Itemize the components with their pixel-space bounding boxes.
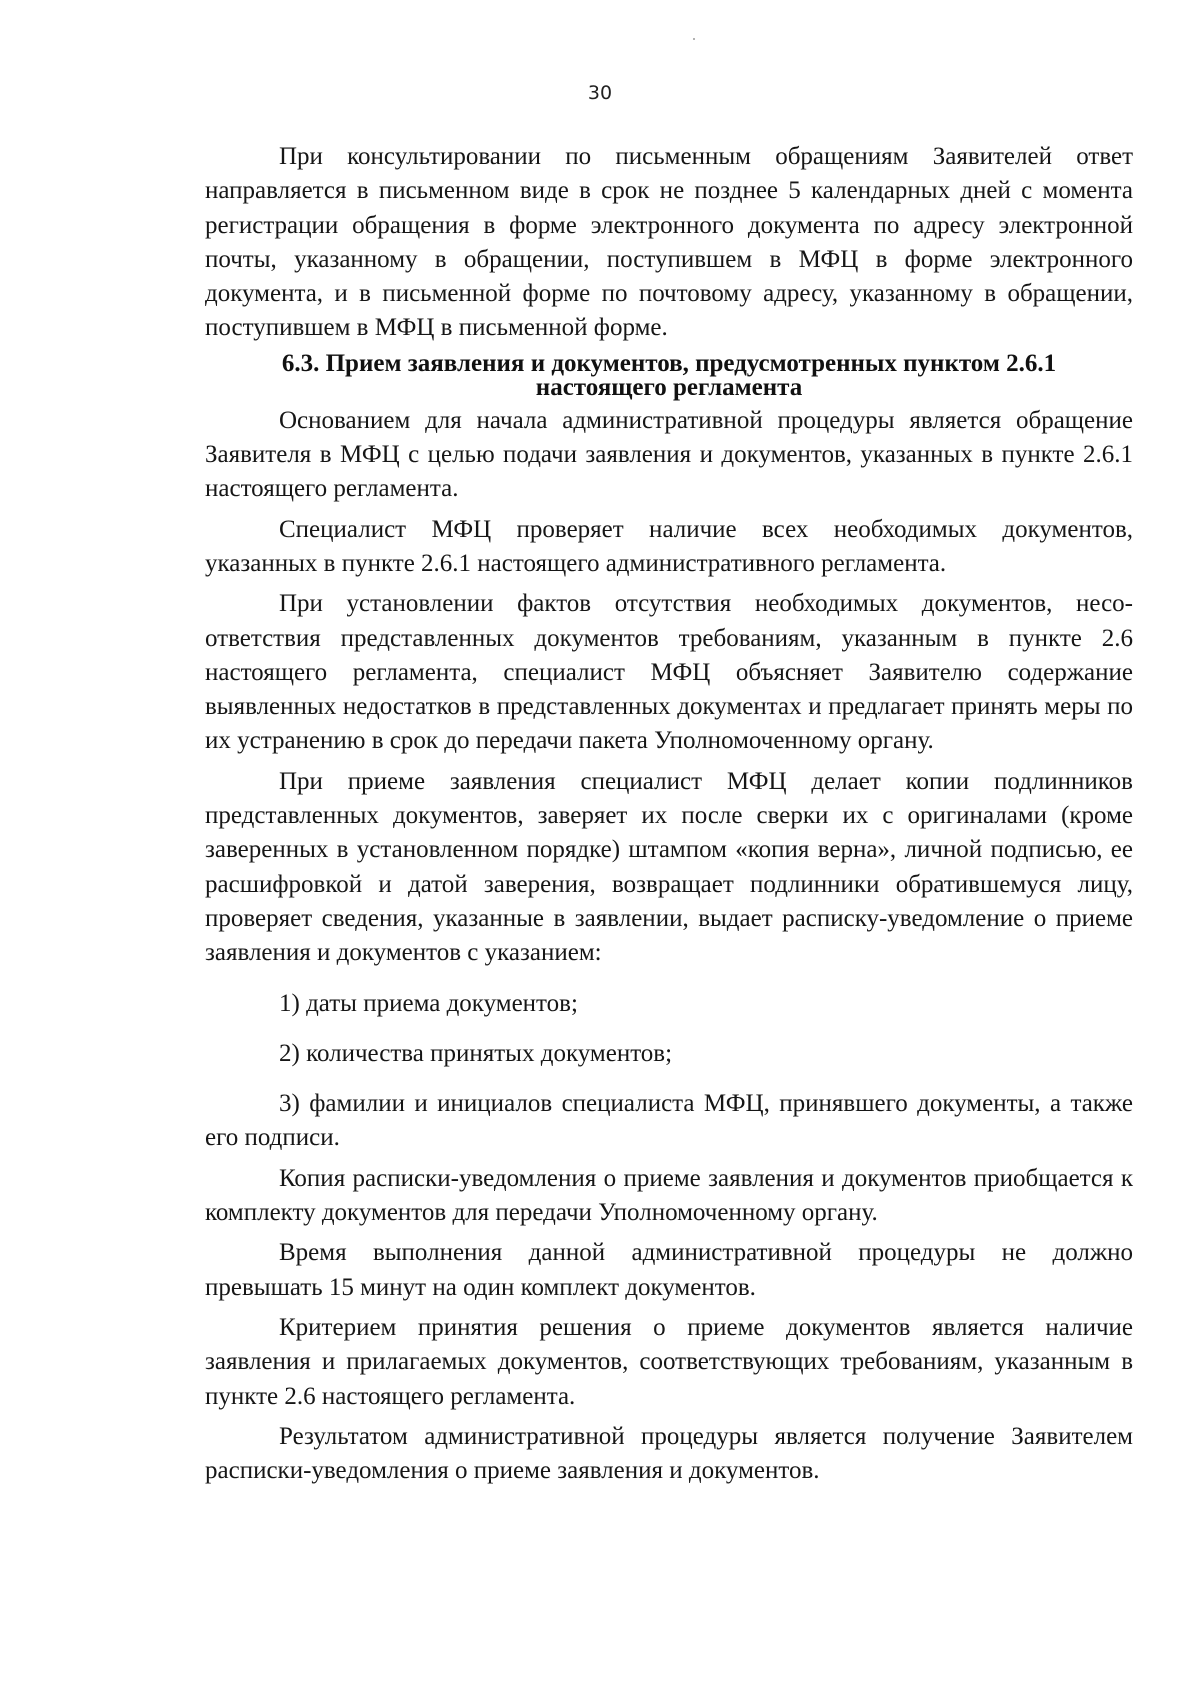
list-item: 2) количества принятых документов; — [279, 1039, 673, 1067]
intro-paragraph: При консультировании по письменным обращениям Заявителей ответ направляется в письменном виде в срок не позднее 5 календарных дней с момента регистрации обращения в форме электронного документа по адресу электронной почты, указанному в обращении, поступившем в МФЦ в форме электронного документа, и в письменной форме по почтовому адресу, указанному в обращении, поступившем в МФЦ в письменной форме. — [205, 143, 1133, 342]
paragraph-reception: При приеме заявления специалист МФЦ делает копии подлинников представленных документов, заверяет их после сверки их с оригиналами (кроме заверенных в установленном порядке) штампом «копия верна», личной подписью, ее расшифровкой и датой заверения, возвращает подлинники обратившемуся лицу, проверяет сведения, указанные в заявлении, выдает расписку-уведомление о приеме заявления и документов с указанием: — [205, 767, 1133, 967]
paragraph-result: Результатом административной процедуры является получение Заявителем расписки-уведомления о приеме заявления и документов. — [205, 1422, 1133, 1485]
paragraph-deficiencies: При установлении фактов отсутствия необходимых документов, несоответствия представленных документов требованиям, указанным в пункте 2.6 настоящего регламента, специалист МФЦ объясняет Заявителю содержание выявленных недостатков в представленных документах и предлагает принять меры по их устранению в срок до передачи пакета Уполномоченному органу. — [205, 590, 1133, 755]
paragraph-criterion: Критерием принятия решения о приеме документов является наличие заявления и прилагаемых документов, соответствующих требованиям, указанным в пункте 2.6 настоящего регламента. — [205, 1313, 1133, 1410]
paragraph-copy: Копия расписки-уведомления о приеме заявления и документов приобщается к комплекту документов для передачи Уполномоченному органу. — [205, 1164, 1133, 1227]
scan-speck — [693, 38, 695, 40]
paragraph-time: Время выполнения данной административной процедуры не должно превышать 15 минут на один комплект документов. — [205, 1239, 1133, 1301]
section-heading: 6.3. Прием заявления и документов, предусмотренных пунктом 2.6.1 настоящего регламента — [281, 349, 1057, 401]
page-number: 30 — [587, 82, 613, 104]
paragraph-check: Специалист МФЦ проверяет наличие всех необходимых документов, указанных в пункте 2.6.1 настоящего административного регламента. — [205, 515, 1133, 577]
document-body — [205, 140, 1133, 1488]
list-item: 1) даты приема документов; — [279, 989, 578, 1017]
list-item: 3) фамилии и инициалов специалиста МФЦ, принявшего документы, а также его подписи. — [205, 1090, 1133, 1152]
paragraph-basis: Основанием для начала административной процедуры является обращение Заявителя в МФЦ с целью подачи заявления и документов, указанных в пункте 2.6.1 настоящего регламента. — [205, 406, 1133, 503]
